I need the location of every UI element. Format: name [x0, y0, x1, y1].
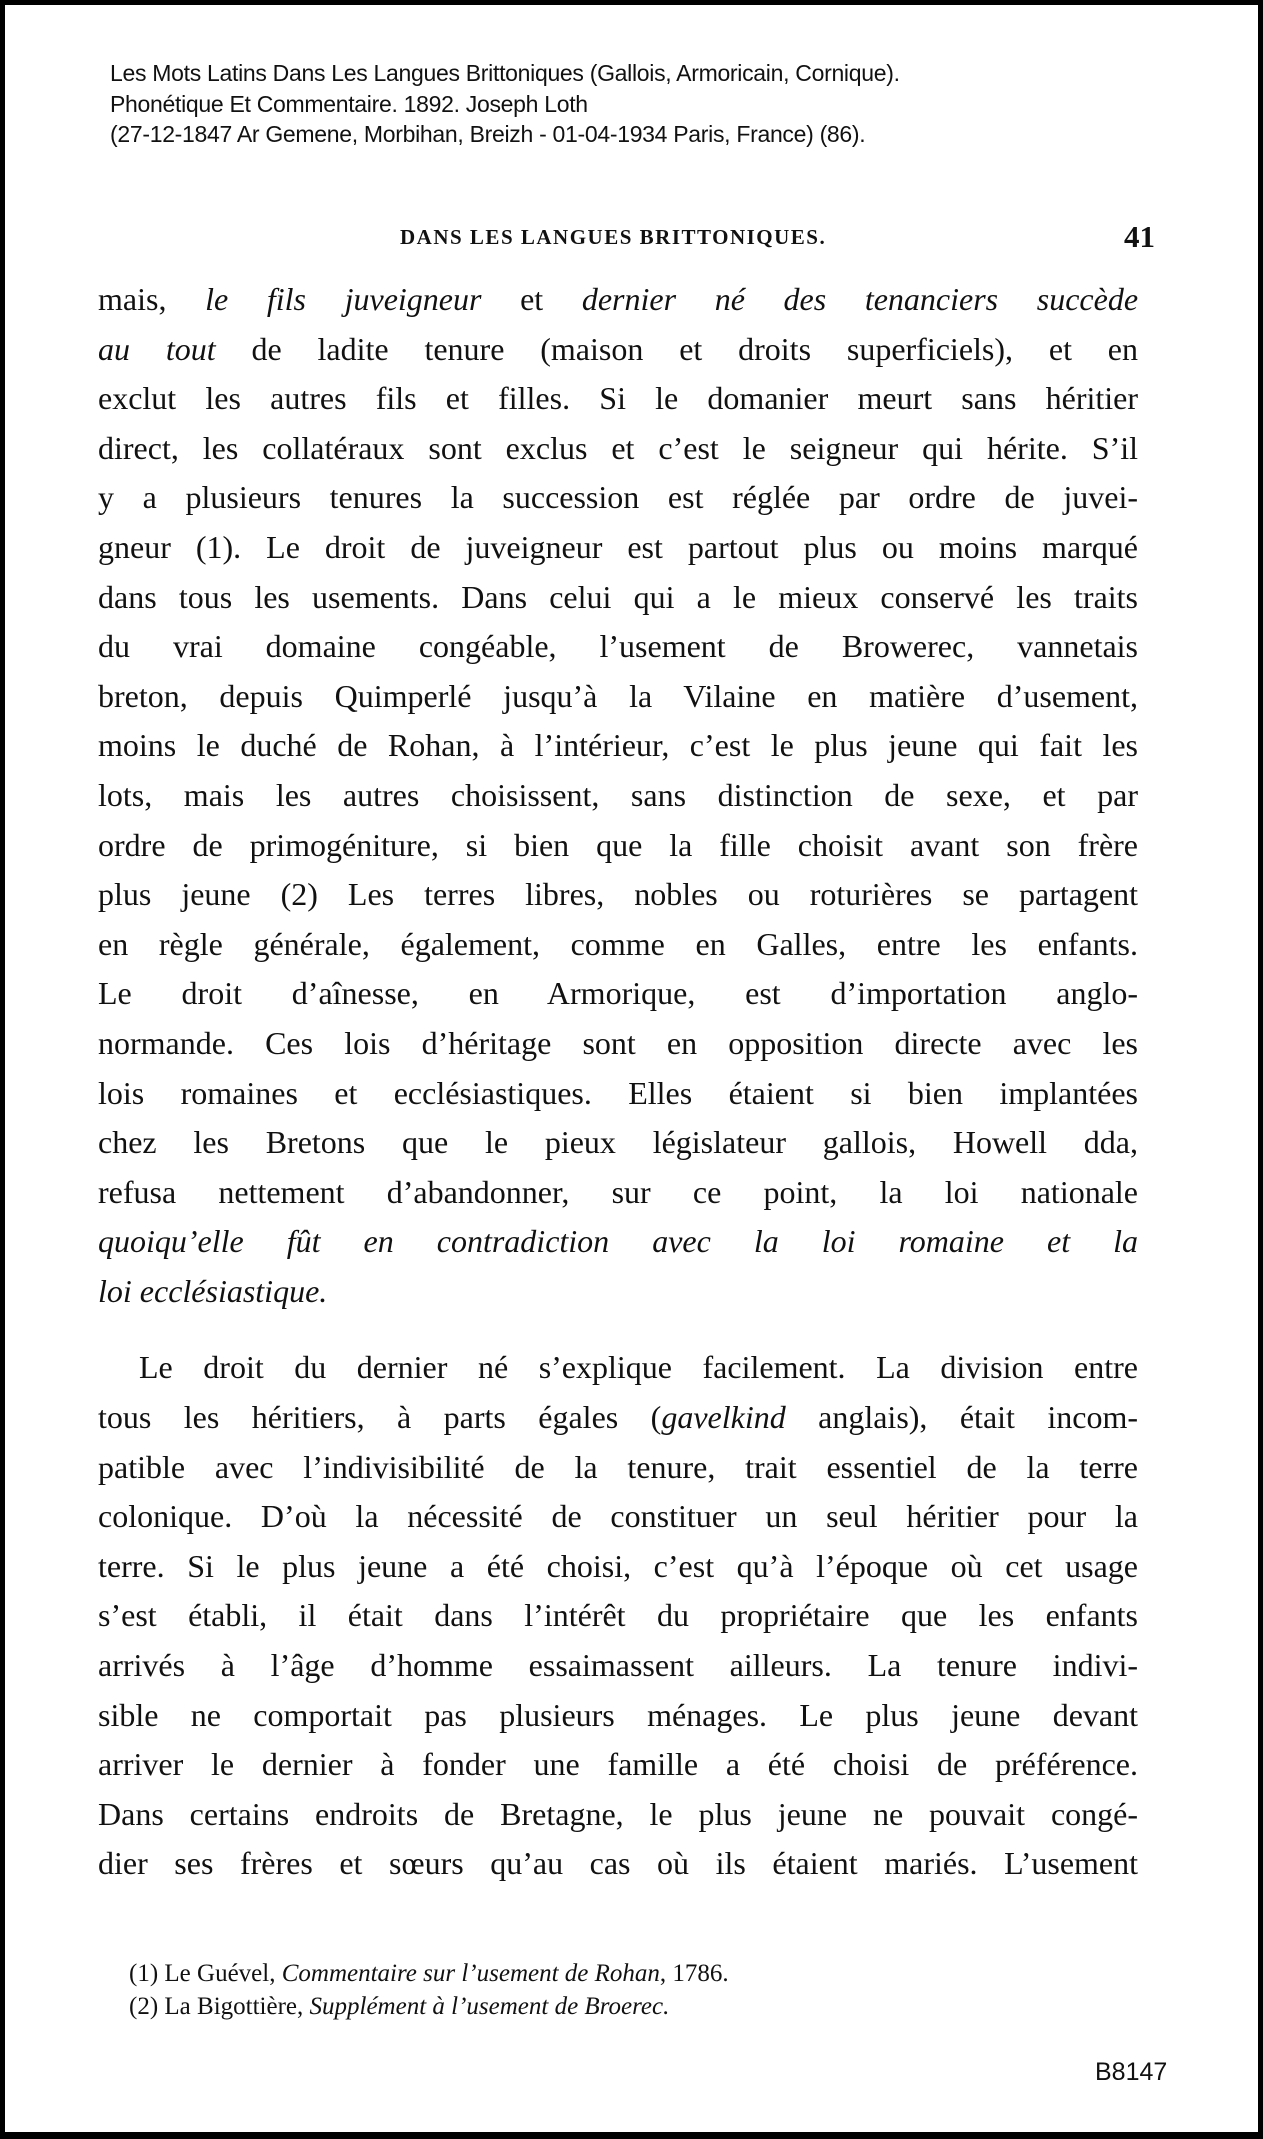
catalog-code: B8147 — [1095, 2058, 1168, 2086]
text-segment: arriver le dernier à fonder une famille a été choisi de préférence. — [98, 1746, 1138, 1783]
text-segment: ordre de primogéniture, si bien que la fille choisit avant son frère — [98, 826, 1138, 863]
text-segment: arrivés à l’âge d’homme essaimassent ailleurs. La tenure indivi- — [98, 1647, 1138, 1684]
text-segment: chez les Bretons que le pieux législateur gallois, Howell dda, — [98, 1124, 1138, 1161]
text-segment: breton, depuis Quimperlé jusqu’à la Vilaine en matière d’usement, — [98, 677, 1138, 714]
text-line — [98, 1492, 1138, 1542]
text-line — [98, 622, 1138, 672]
text-line — [98, 1267, 1138, 1317]
text-line — [98, 1839, 1138, 1889]
text-segment: direct, les collatéraux sont exclus et c’est le seigneur qui hérite. S’il — [98, 429, 1138, 466]
text-line — [98, 473, 1138, 523]
text-segment: exclut les autres fils et filles. Si le domanier meurt sans héritier — [98, 380, 1138, 417]
paragraph — [98, 1343, 1138, 1889]
text-line — [98, 672, 1138, 722]
text-segment: et — [481, 281, 582, 317]
metadata-line: Les Mots Latins Dans Les Langues Brittoniques (Gallois, Armoricain, Cornique). — [110, 60, 900, 86]
metadata-line: (27-12-1847 Ar Gemene, Morbihan, Breizh - 01-04-1934 Paris, France) (86). — [110, 121, 866, 147]
footnotes — [129, 1957, 729, 2023]
italic-text: au tout — [98, 330, 216, 367]
text-line — [98, 1790, 1138, 1840]
text-line — [98, 1343, 1138, 1393]
text-segment: y a plusieurs tenures la succession est réglée par ordre de juvei- — [98, 479, 1138, 516]
text-line — [98, 325, 1138, 375]
text-segment: Le droit d’aînesse, en Armorique, est d’importation anglo- — [98, 975, 1138, 1012]
text-line — [98, 771, 1138, 821]
footnote — [129, 1957, 729, 1990]
text-segment: du vrai domaine congéable, l’usement de Browerec, vannetais — [98, 628, 1138, 665]
text-line — [98, 1691, 1138, 1741]
text-segment: sible ne comportait pas plusieurs ménages. Le plus jeune devant — [98, 1696, 1138, 1733]
text-segment: gneur (1). Le droit de juveigneur est partout plus ou moins marqué — [98, 528, 1138, 565]
text-line — [98, 374, 1138, 424]
footnote — [129, 1990, 729, 2023]
italic-text: dernier né des tenanciers succède — [581, 281, 1139, 317]
metadata-line: Phonétique Et Commentaire. 1892. Joseph Loth — [110, 90, 588, 117]
text-line — [98, 1740, 1138, 1790]
text-segment: lots, mais les autres choisissent, sans distinction de sexe, et par — [98, 776, 1138, 813]
text-segment: s’est établi, il était dans l’intérêt du propriétaire que les enfants — [98, 1597, 1138, 1634]
text-line — [98, 1641, 1138, 1691]
text-segment: (1) Le Guével, — [129, 1960, 282, 1987]
text-segment: moins le duché de Rohan, à l’intérieur, c’est le plus jeune qui fait les — [98, 727, 1138, 764]
italic-text: loi ecclésiastique. — [98, 1272, 328, 1309]
text-segment: colonique. D’où la nécessité de constituer un seul héritier pour la — [98, 1498, 1138, 1535]
text-segment: refusa nettement d’abandonner, sur ce point, la loi nationale — [98, 1173, 1138, 1210]
text-line — [98, 721, 1138, 771]
text-line — [98, 1393, 1138, 1443]
italic-text: quoiqu’elle fût en contradiction avec la loi romaine et la — [98, 1223, 1138, 1260]
text-line — [98, 1542, 1138, 1592]
text-segment: terre. Si le plus jeune a été choisi, c’est qu’à l’époque où cet usage — [98, 1547, 1138, 1584]
text-line — [98, 424, 1138, 474]
text-line — [98, 573, 1138, 623]
text-line — [98, 821, 1138, 871]
text-segment: (2) La Bigottière, — [129, 1993, 310, 2020]
text-segment: de ladite tenure (maison et droits superficiels), et en — [215, 330, 1139, 367]
text-line — [98, 1443, 1138, 1493]
text-segment: mais, — [98, 281, 206, 317]
book-metadata — [110, 58, 900, 150]
text-line — [98, 969, 1138, 1019]
text-segment: tous les héritiers, à parts égales ( — [98, 1399, 662, 1436]
text-line — [98, 1217, 1138, 1267]
text-segment: normande. Ces lois d’héritage sont en opposition directe avec les — [98, 1024, 1138, 1061]
body-text — [98, 275, 1138, 1889]
text-segment: dier ses frères et sœurs qu’au cas où ils étaient mariés. L’usement — [98, 1845, 1138, 1882]
text-line — [98, 870, 1138, 920]
text-line — [98, 1168, 1138, 1218]
text-line — [98, 1591, 1138, 1641]
text-segment: Le droit du dernier né s’explique facilement. La division entre — [139, 1349, 1138, 1386]
italic-text: Supplément à l’usement de Broerec. — [309, 1993, 670, 2020]
text-segment: dans tous les usements. Dans celui qui a le mieux conservé les traits — [98, 578, 1138, 615]
text-line — [98, 1019, 1138, 1069]
text-segment: lois romaines et ecclésiastiques. Elles étaient si bien implantées — [98, 1074, 1138, 1111]
page-number: 41 — [1124, 219, 1155, 254]
text-segment: anglais), était incom- — [785, 1399, 1139, 1436]
text-segment: patible avec l’indivisibilité de la tenure, trait essentiel de la terre — [98, 1448, 1138, 1485]
italic-text: le fils juveigneur — [205, 281, 482, 317]
italic-text: Commentaire sur l’usement de Rohan — [281, 1960, 660, 1987]
text-line — [98, 920, 1138, 970]
text-segment: plus jeune (2) Les terres libres, nobles ou roturières se partagent — [98, 876, 1138, 913]
text-line — [98, 1118, 1138, 1168]
italic-text: gavelkind — [661, 1399, 786, 1436]
paragraph — [98, 275, 1138, 1316]
text-line — [98, 275, 1138, 325]
text-segment: , 1786. — [659, 1960, 729, 1987]
text-line — [98, 523, 1138, 573]
text-line — [98, 1069, 1138, 1119]
text-segment: Dans certains endroits de Bretagne, le plus jeune ne pouvait congé- — [98, 1795, 1138, 1832]
running-head: DANS LES LANGUES BRITTONIQUES. — [400, 225, 827, 249]
text-segment: en règle générale, également, comme en Galles, entre les enfants. — [98, 925, 1138, 962]
